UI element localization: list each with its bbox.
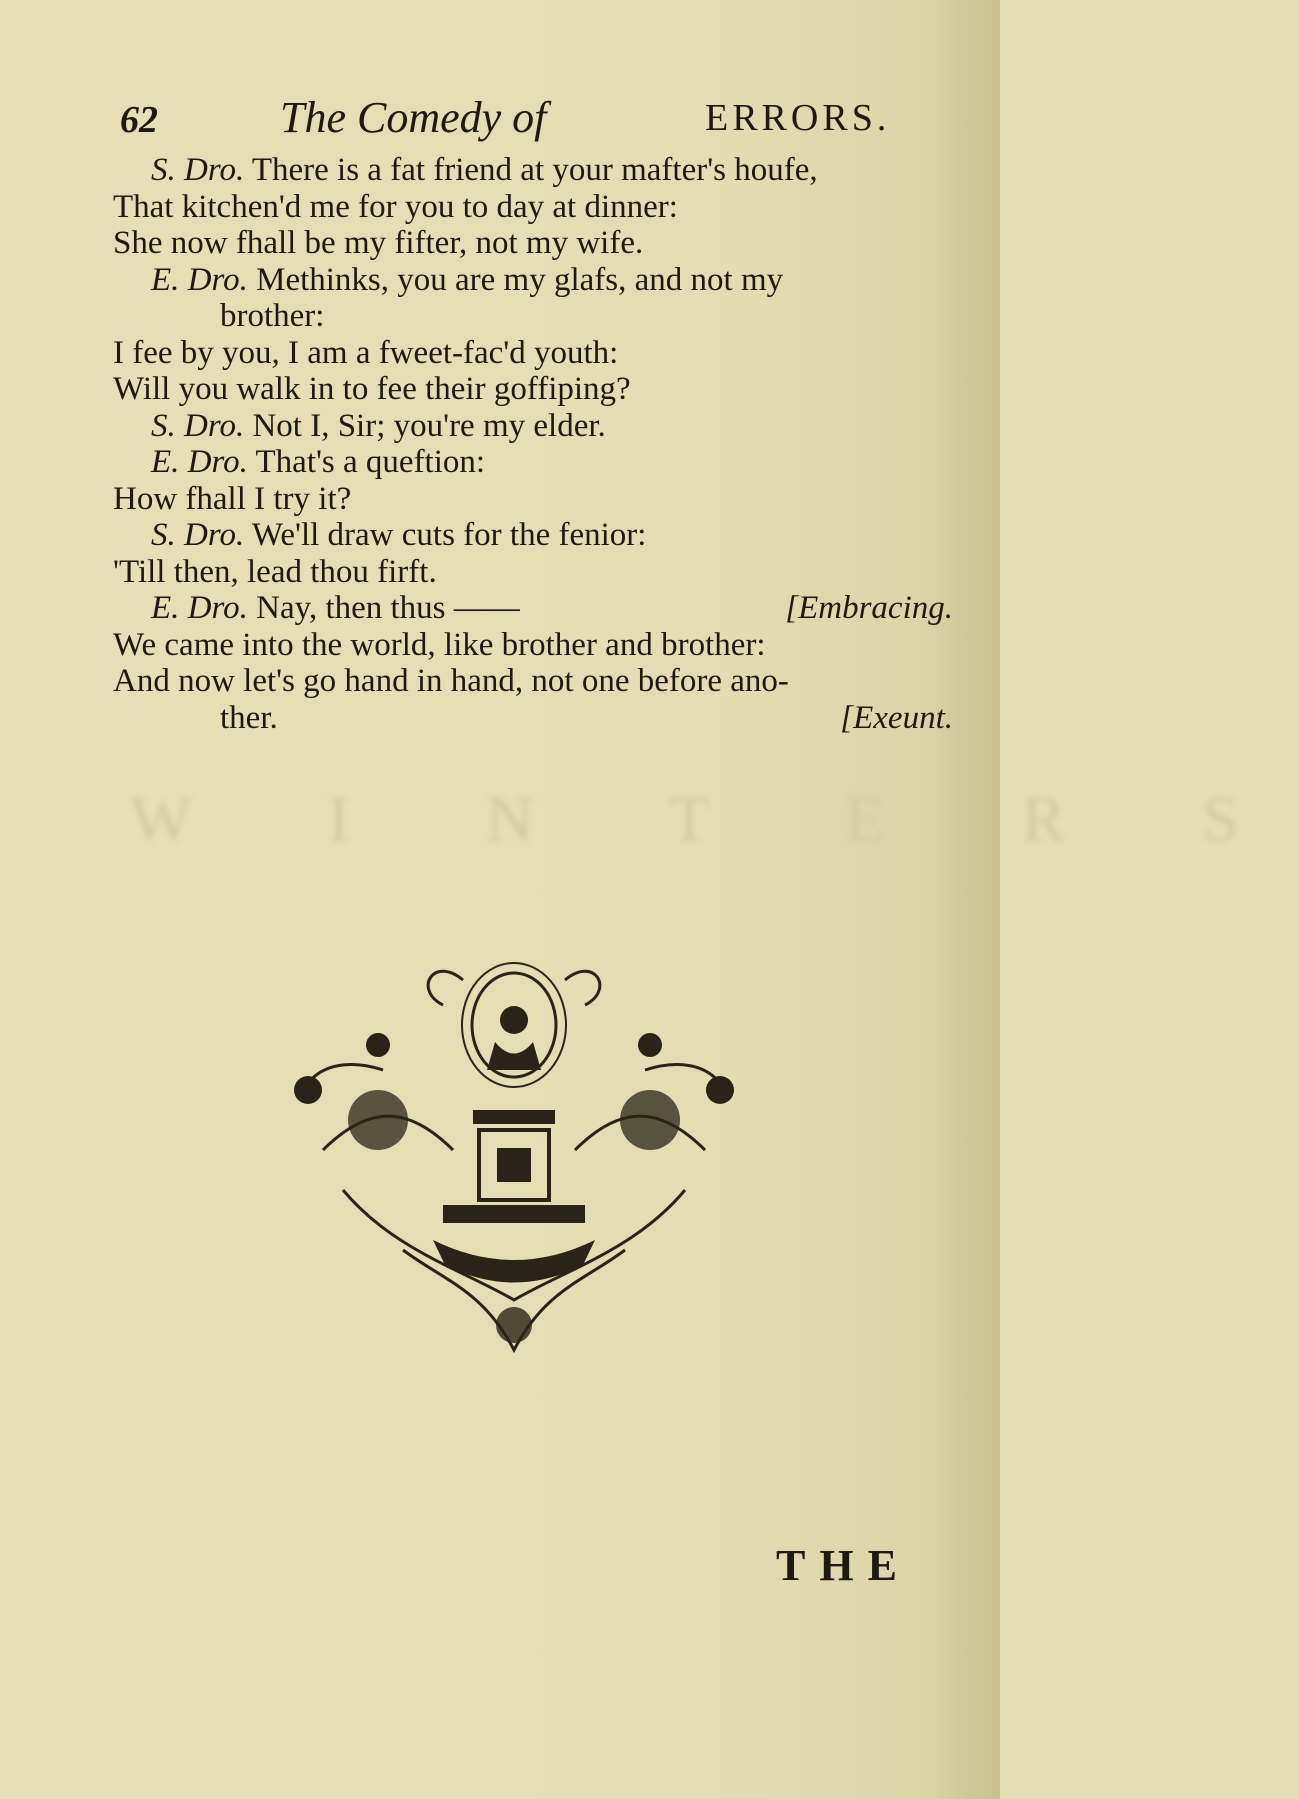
text-line — [113, 298, 953, 335]
line-text: brother: — [220, 298, 325, 334]
text-line — [113, 152, 953, 189]
text-line — [113, 371, 953, 408]
line-text: I fee by you, I am a fweet-fac'd youth: — [113, 334, 619, 371]
speaker-name: E. Dro. — [151, 444, 248, 480]
line-text: Not I, Sir; you're my elder. — [244, 407, 606, 444]
text-line — [113, 481, 953, 518]
line-text: That's a queftion: — [247, 444, 486, 480]
running-title-caps: ERRORS. — [705, 97, 891, 139]
text-line — [113, 700, 953, 737]
speaker-name: E. Dro. — [151, 590, 248, 626]
line-text: She now fhall be my fifter, not my wife. — [113, 225, 644, 261]
speaker-name: S. Dro. — [151, 407, 245, 444]
text-line — [113, 663, 953, 700]
text-line — [113, 408, 953, 445]
text-line — [113, 554, 953, 591]
text-line — [113, 335, 953, 372]
running-title: The Comedy of — [280, 93, 547, 142]
line-text: That kitchen'd me for you to day at dinner: — [113, 188, 678, 225]
speaker-name: S. Dro. — [151, 152, 245, 188]
text-line — [113, 627, 953, 664]
running-header — [118, 92, 891, 148]
line-text: There is a fat friend at your mafter's houfe, — [244, 152, 818, 188]
play-text — [113, 152, 953, 736]
text-line — [113, 225, 953, 262]
line-text: We came into the world, like brother and brother: — [113, 626, 766, 663]
line-text: And now let's go hand in hand, not one before ano- — [113, 663, 789, 699]
text-line — [113, 262, 953, 299]
line-text: We'll draw cuts for the fenior: — [244, 517, 647, 553]
text-line — [113, 189, 953, 226]
line-text: Methinks, you are my glafs, and not my — [247, 261, 784, 298]
stage-direction: [Exeunt. — [840, 699, 953, 736]
line-text: 'Till then, lead thou firft. — [113, 553, 437, 590]
catchword: THE — [776, 1541, 911, 1590]
line-text: ther. — [220, 699, 278, 736]
bust-ornament-icon — [283, 950, 745, 1360]
line-text: Will you walk in to fee their goffiping? — [113, 371, 631, 407]
stage-direction: [Embracing. — [785, 590, 953, 626]
page-number: 62 — [120, 99, 158, 141]
text-line — [113, 590, 953, 627]
text-line — [113, 444, 953, 481]
line-text: How fhall I try it? — [113, 480, 352, 517]
speaker-name: S. Dro. — [151, 517, 245, 553]
speaker-name: E. Dro. — [151, 261, 248, 298]
text-line — [113, 517, 953, 554]
line-text: Nay, then thus —— — [247, 590, 520, 626]
bleed-through-shadow: W I N T E R S — [130, 783, 1299, 856]
